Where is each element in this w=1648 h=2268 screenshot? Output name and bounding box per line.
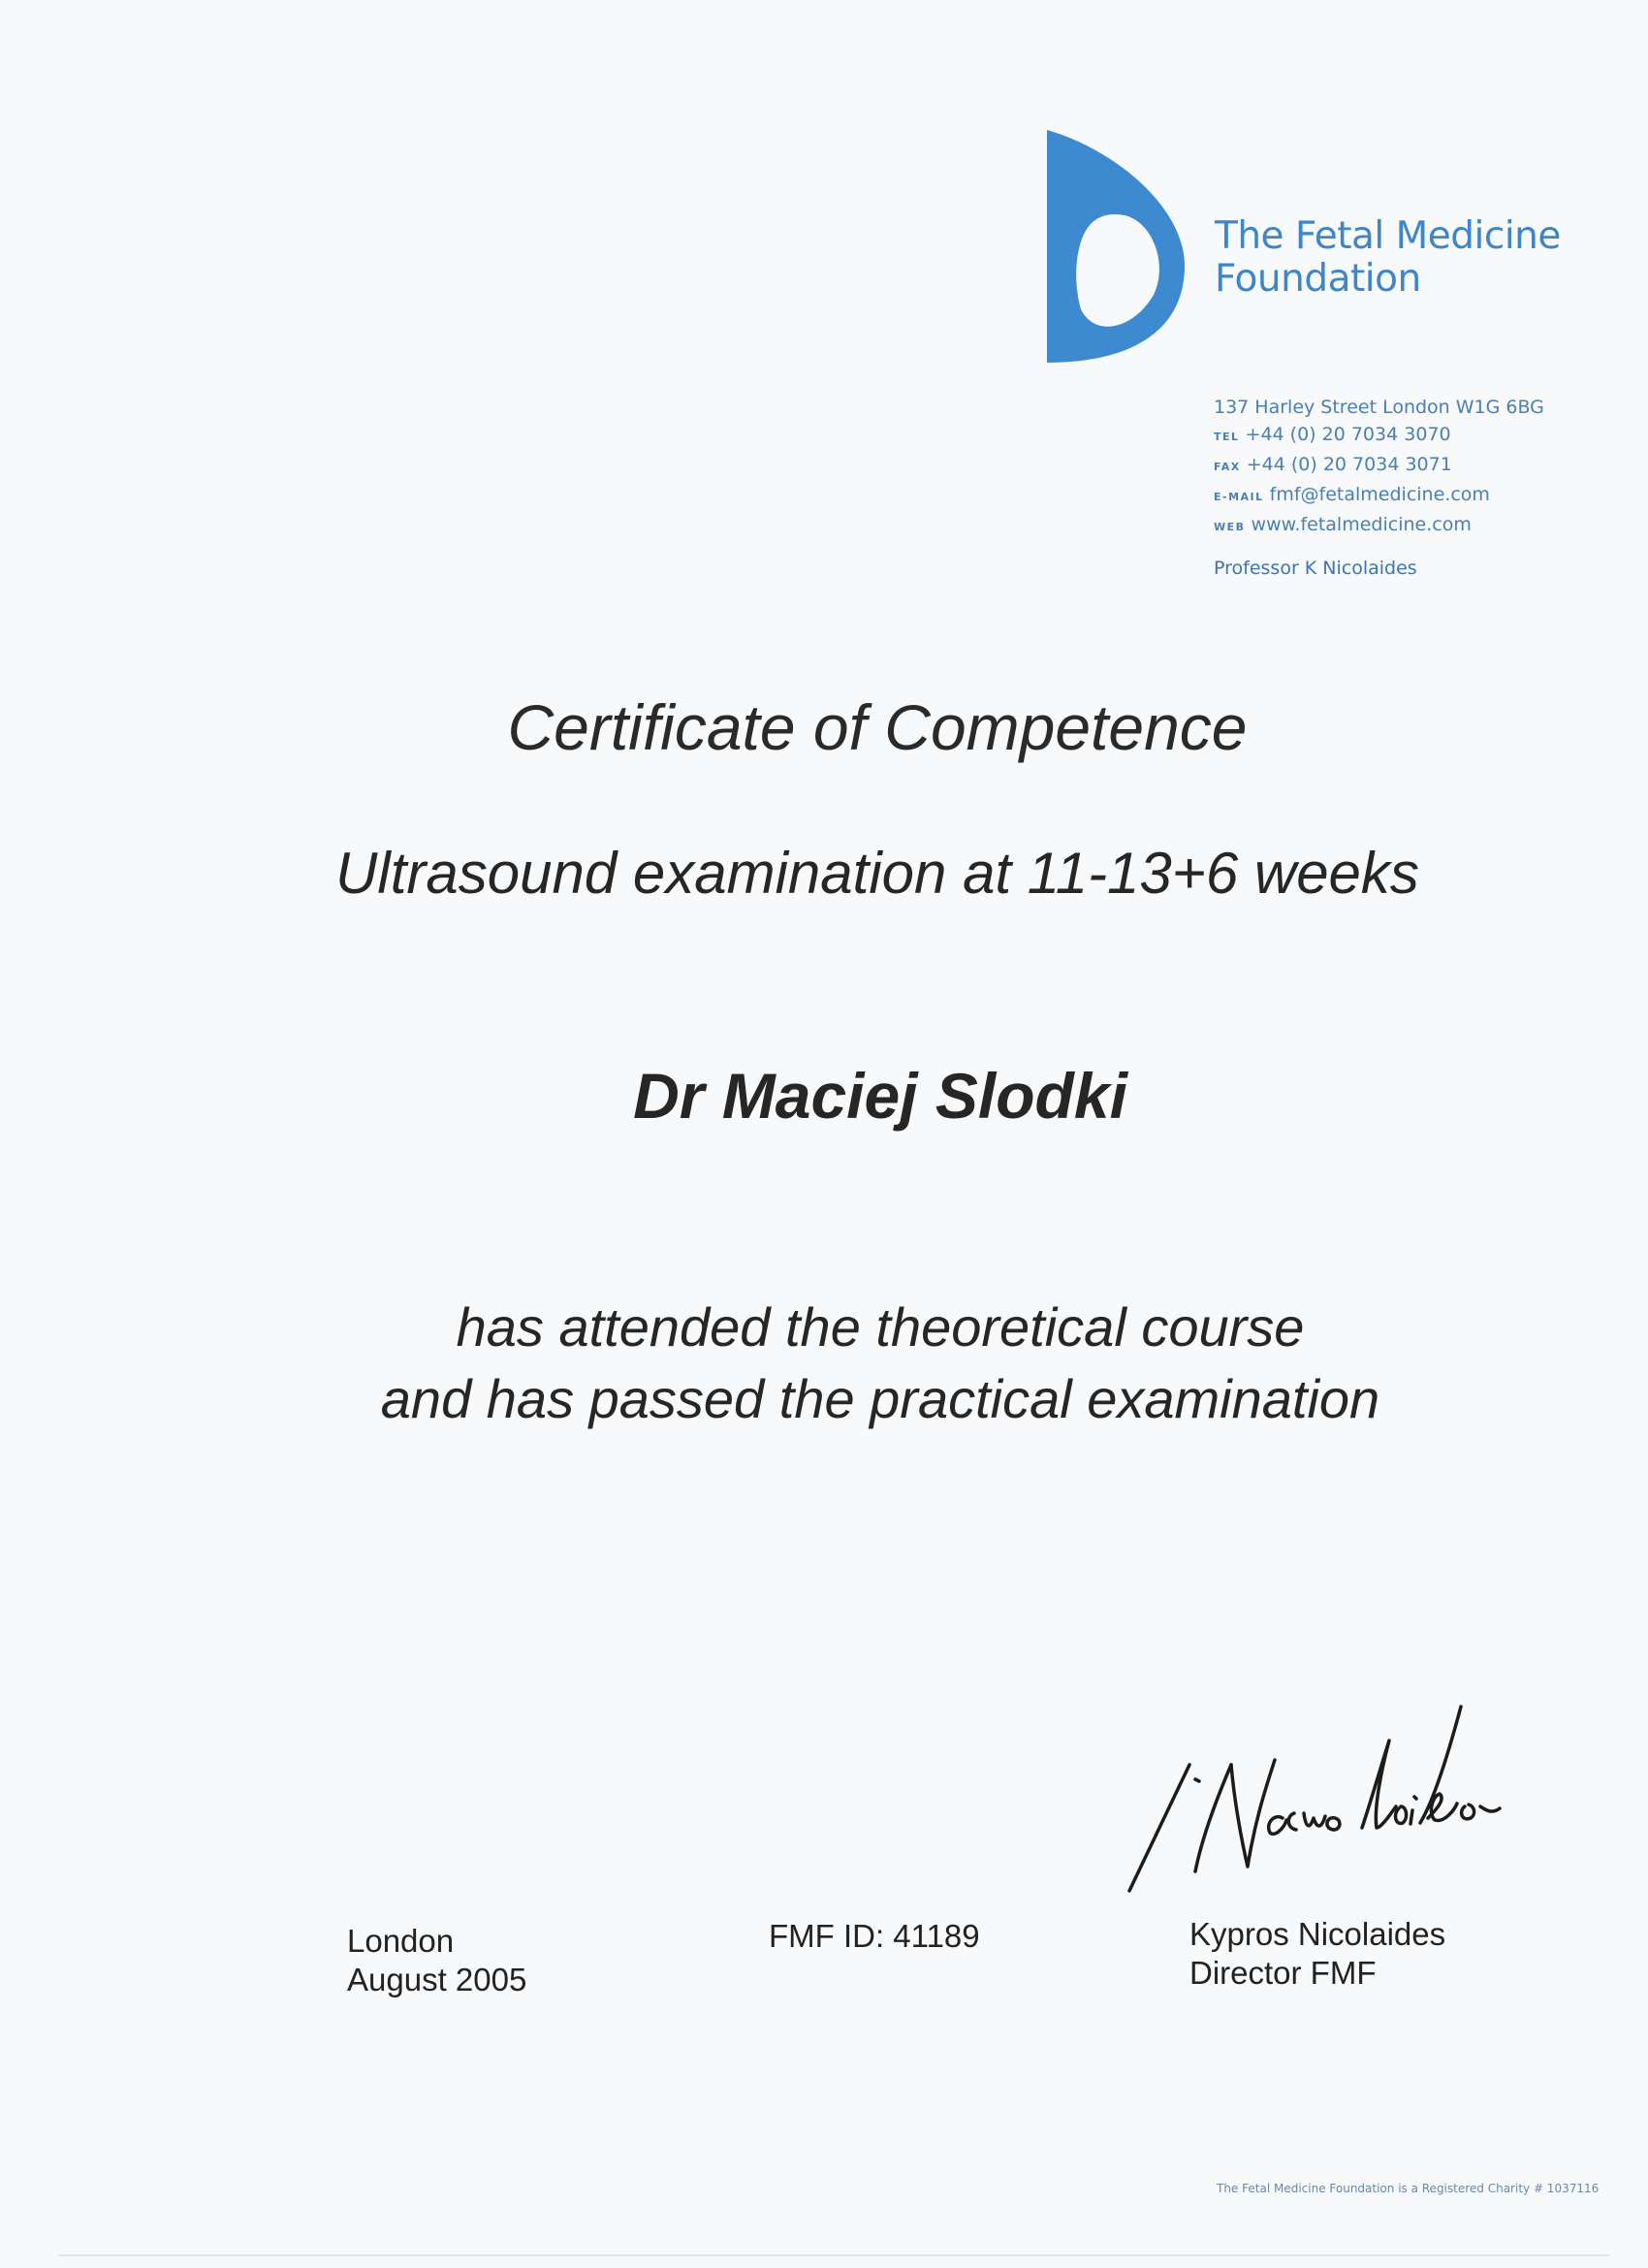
contact-block	[1214, 394, 1544, 541]
signatory-role: Director FMF	[1189, 1955, 1377, 1991]
organization-name-line-2: Foundation	[1215, 257, 1421, 301]
organization-name-line-1: The Fetal Medicine	[1215, 214, 1561, 258]
charity-note: The Fetal Medicine Foundation is a Registered Charity # 1037116	[1217, 2182, 1600, 2195]
signatory	[1189, 1915, 1445, 1993]
professor-name: Professor K Nicolaides	[1214, 558, 1417, 579]
handwritten-signature	[1120, 1692, 1546, 1905]
telephone-row	[1214, 421, 1544, 451]
web-row	[1214, 511, 1544, 541]
telephone-number: +44 (0) 20 7034 3070	[1245, 424, 1451, 445]
organization-name	[1215, 215, 1561, 301]
statement-line-2: and has passed the practical examination	[380, 1368, 1380, 1429]
fmf-id: FMF ID: 41189	[769, 1918, 980, 1954]
email-address: fmf@fetalmedicine.com	[1269, 484, 1490, 505]
fmf-d-logo-icon	[1047, 130, 1185, 363]
signatory-name: Kypros Nicolaides	[1189, 1916, 1446, 1952]
telephone-label: TEL	[1214, 431, 1240, 443]
recipient-name: Dr Maciej Slodki	[633, 1060, 1127, 1132]
email-row	[1214, 481, 1544, 511]
fax-number: +44 (0) 20 7034 3071	[1246, 454, 1452, 475]
certificate-title: Certificate of Competence	[507, 691, 1248, 763]
web-label: WEB	[1214, 521, 1246, 533]
address: 137 Harley Street London W1G 6BG	[1214, 397, 1544, 418]
issue-place-date	[347, 1922, 526, 1999]
statement-line-1: has attended the theoretical course	[456, 1296, 1305, 1358]
issue-date: August 2005	[347, 1962, 527, 1997]
scan-edge-divider	[58, 2254, 1609, 2256]
certificate-subtitle: Ultrasound examination at 11-13+6 weeks	[335, 841, 1419, 906]
web-address: www.fetalmedicine.com	[1251, 514, 1472, 535]
issue-place: London	[347, 1923, 455, 1959]
email-label: E-MAIL	[1214, 491, 1264, 503]
fax-row	[1214, 451, 1544, 481]
fax-label: FAX	[1214, 461, 1241, 473]
certificate-statement	[0, 1292, 1648, 1435]
